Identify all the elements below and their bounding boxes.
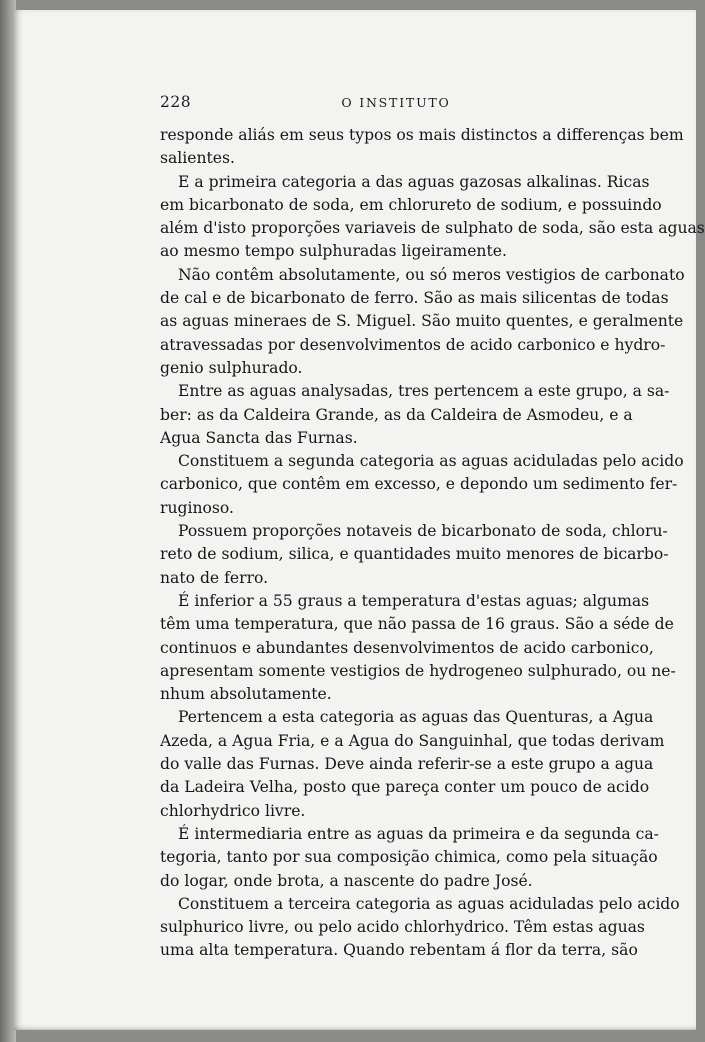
text-line: É inferior a 55 graus a temperatura d'estas aguas; algumas [178,591,650,610]
text-line: ruginoso. [160,498,234,517]
text-line: do valle das Furnas. Deve ainda referir-se a este grupo a agua [160,755,654,774]
text-line: É intermediaria entre as aguas da primeira e da segunda ca- [178,824,659,843]
text-line: têm uma temperatura, que não passa de 16 graus. São a séde de [160,615,674,634]
page-number: 228 [160,93,192,111]
text-line: tegoria, tanto por sua composição chimica, como pela situação [160,848,658,867]
text-line: além d'isto proporções variaveis de sulphato de soda, são esta aguas [160,219,705,238]
page-header [160,93,632,115]
text-line: genio sulphurado. [160,358,303,377]
text-line: sulphurico livre, ou pelo acido chlorhydrico. Têm estas aguas [160,918,645,937]
text-line: as aguas mineraes de S. Miguel. São muito quentes, e geralmente [160,312,684,331]
text-line: Azeda, a Agua Fria, e a Agua do Sanguinhal, que todas derivam [160,731,665,750]
text-line: responde aliás em seus typos os mais distinctos a differenças bem [160,126,684,144]
text-line: Constituem a terceira categoria as aguas aciduladas pelo acido [178,894,680,913]
text-line: nhum absolutamente. [160,685,332,704]
text-line: em bicarbonato de soda, em chlorureto de sodium, e possuindo [160,195,662,214]
text-line: carbonico, que contêm em excesso, e depondo um sedimento fer- [160,475,678,494]
text-line: Possuem proporções notaveis de bicarbonato de soda, chloru- [178,522,668,541]
text-line: continuos e abundantes desenvolvimentos de acido carbonico, [160,638,654,657]
text-line: do logar, onde brota, a nascente do padre José. [160,871,533,890]
text-line: chlorhydrico livre. [160,801,306,820]
running-title: O INSTITUTO [341,95,451,110]
text-line: Agua Sancta das Furnas. [160,428,358,447]
text-line: atravessadas por desenvolvimentos de acido carbonico e hydro- [160,335,666,354]
text-line: reto de sodium, silica, e quantidades muito menores de bicarbo- [160,545,669,564]
text-line: salientes. [160,149,235,168]
body-text [160,124,705,963]
text-line: Entre as aguas analysadas, tres pertencem a este grupo, a sa- [178,382,670,401]
text-line: nato de ferro. [160,568,269,587]
text-line: E a primeira categoria a das aguas gazosas alkalinas. Ricas [178,172,650,191]
text-line: ber: as da Caldeira Grande, as da Caldeira de Asmodeu, e a [160,405,633,424]
text-line: da Ladeira Velha, posto que pareça conter um pouco de acido [160,778,650,797]
text-line: apresentam somente vestigios de hydrogeneo sulphurado, ou ne- [160,661,676,680]
text-line: de cal e de bicarbonato de ferro. São as mais silicentas de todas [160,289,669,308]
text-line: ao mesmo tempo sulphuradas ligeiramente. [160,242,507,261]
text-line: Constituem a segunda categoria as aguas aciduladas pelo acido [178,452,684,471]
text-line: Não contêm absolutamente, ou só meros vestigios de carbonato [178,265,685,284]
text-line: uma alta temperatura. Quando rebentam á flor da terra, são [160,941,638,960]
text-line: Pertencem a esta categoria as aguas das Quenturas, a Agua [178,708,654,727]
